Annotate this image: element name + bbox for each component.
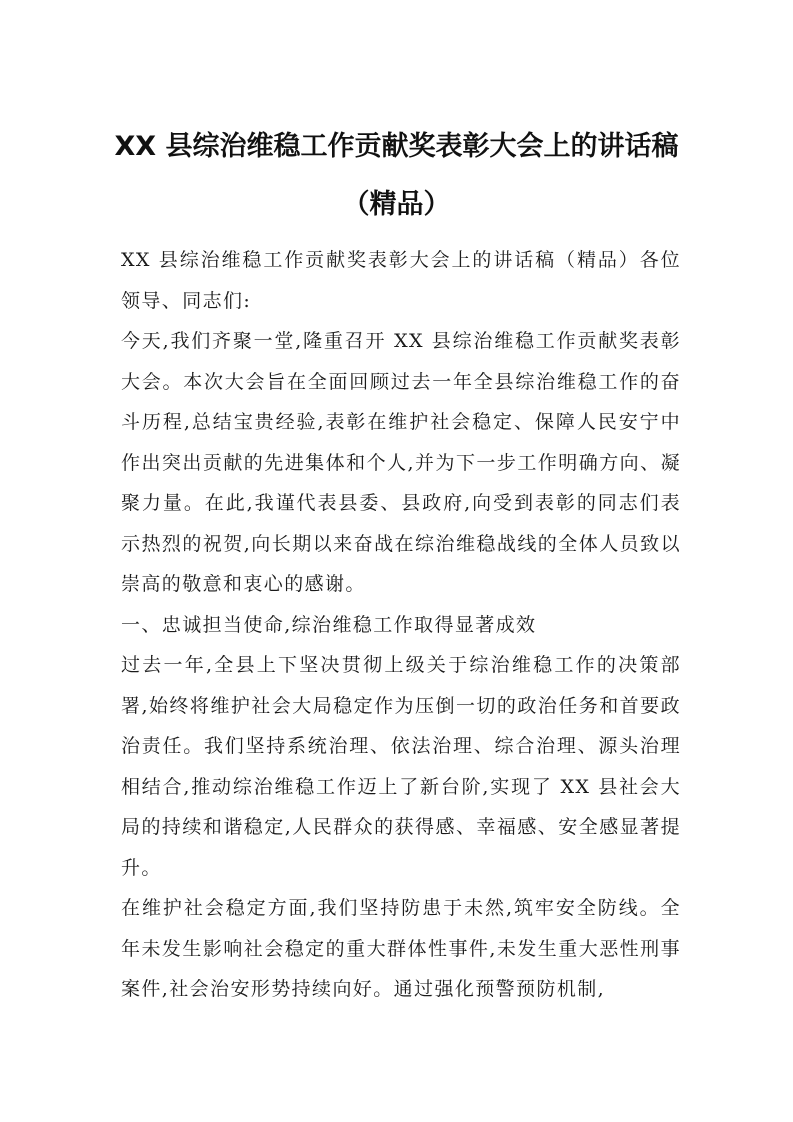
paragraph-review: 过去一年,全县上下坚决贯彻上级关于综治维稳工作的决策部署,始终将维护社会大局稳定作为压倒一切的政治任务和首要政治责任。我们坚持系统治理、依法治理、综合治理、源头治理相结合,推动综治维稳工作迈上了新台阶,实现了 XX 县社会大局的持续和谐稳定,人民群众的获得感、幸福感、安全感显著提升。 [121, 654, 681, 879]
document-title: XX 县综治维稳工作贡献奖表彰大会上的讲话稿（精品） [114, 131, 679, 220]
document-body [121, 240, 681, 1010]
paragraph-intro: 今天,我们齐聚一堂,隆重召开 XX 县综治维稳工作贡献奖表彰大会。本次大会旨在全面回顾过去一年全县综治维稳工作的奋斗历程,总结宝贵经验,表彰在维护社会稳定、保障人民安宁中作出突出贡献的先进集体和个人,并为下一步工作明确方向、凝聚力量。在此,我谨代表县委、县政府,向受到表彰的同志们表示热烈的祝贺,向长期以来奋战在综治维稳战线的全体人员致以崇高的敬意和衷心的感谢。 [121, 330, 681, 595]
section-heading-1: 一、忠诚担当使命,综治维稳工作取得显著成效 [121, 613, 537, 636]
paragraph-stability: 在维护社会稳定方面,我们坚持防患于未然,筑牢安全防线。全年未发生影响社会稳定的重大群体性事件,未发生重大恶性刑事案件,社会治安形势持续向好。通过强化预警预防机制, [121, 897, 681, 1000]
paragraph-opening: XX 县综治维稳工作贡献奖表彰大会上的讲话稿（精品）各位领导、同志们: [121, 249, 681, 312]
